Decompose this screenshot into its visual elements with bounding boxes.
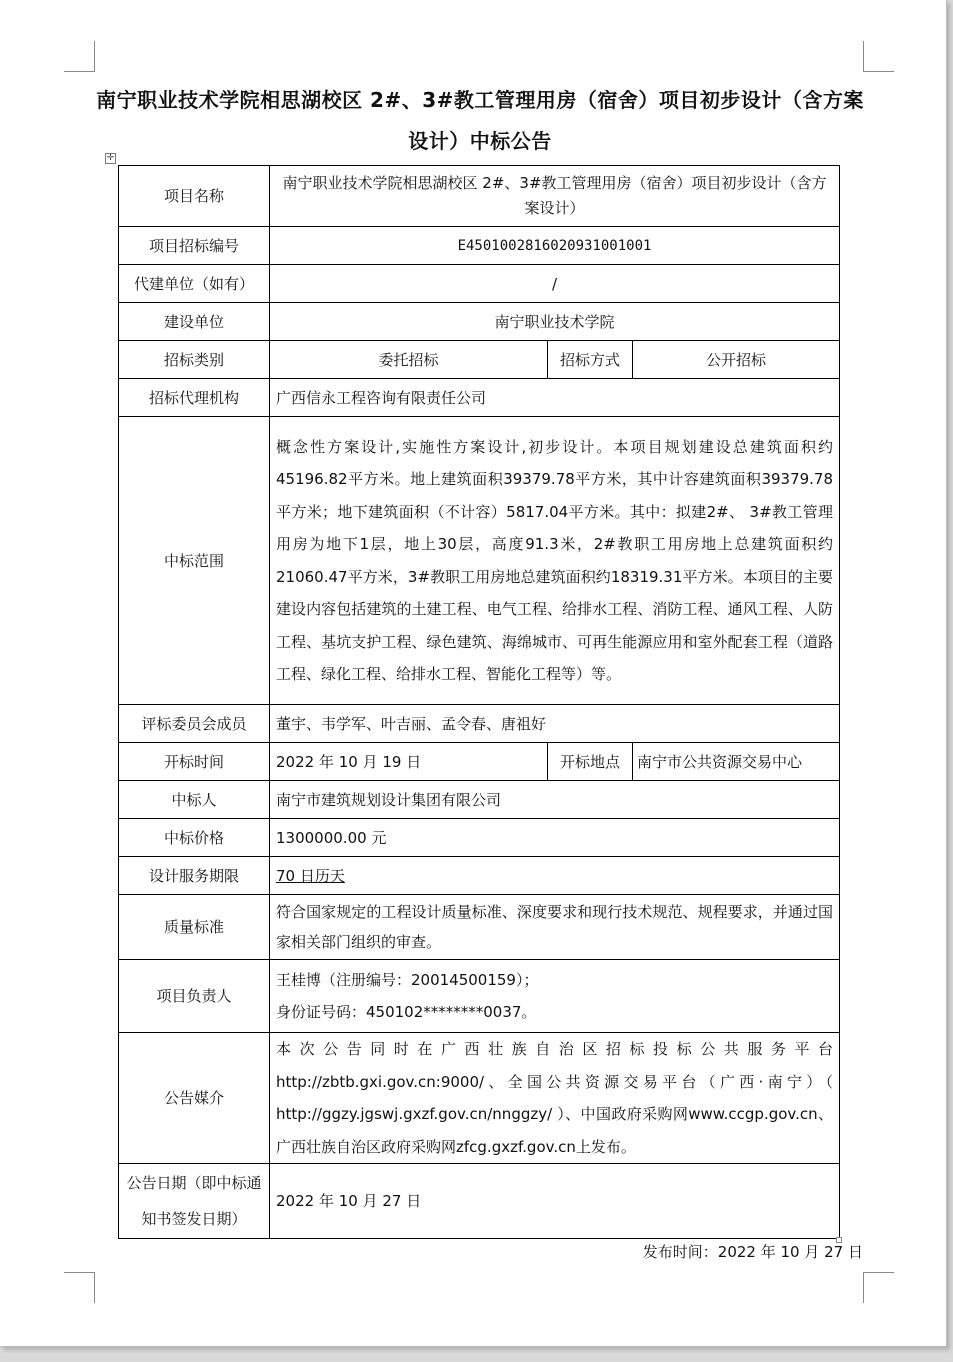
label-notice-date-line2: 知书签发日期）: [141, 1210, 247, 1228]
value-project-name: 南宁职业技术学院相思湖校区 2#、3#教工管理用房（宿舍）项目初步设计（含方案设计）: [270, 166, 840, 227]
label-manager: 项目负责人: [119, 960, 270, 1033]
table-row: [119, 227, 840, 265]
label-scope: 中标范围: [119, 417, 270, 705]
table-row: [119, 819, 840, 857]
crop-mark-top-left: [64, 41, 95, 72]
table-row: [119, 743, 840, 781]
label-project-name: 项目名称: [119, 166, 270, 227]
label-notice-date-line1: 公告日期（即中标通: [126, 1174, 262, 1192]
label-media: 公告媒介: [119, 1033, 270, 1164]
value-manager-name: 王桂博（注册编号：20014500159）；: [276, 971, 539, 989]
table-row: [119, 895, 840, 960]
crop-mark-top-right: [863, 41, 894, 72]
label-tender-agency: 招标代理机构: [119, 379, 270, 417]
value-winner: 南宁市建筑规划设计集团有限公司: [270, 781, 840, 819]
value-quality: 符合国家规定的工程设计质量标准、深度要求和现行技术规范、规程要求，并通过国家相关部门组织的审查。: [270, 895, 840, 960]
table-row: [119, 781, 840, 819]
document-title: 南宁职业技术学院相思湖校区 2#、3#教工管理用房（宿舍）项目初步设计（含方案设计）中标公告: [96, 88, 864, 153]
value-media: 本次公告同时在广西壮族自治区招标投标公共服务平台http://zbtb.gxi.gov.cn:9000/、全国公共资源交易平台（广西·南宁）（ http://ggzy.jgswj.gxzf.gov.cn/nnggzy/ ）、中国政府采购网www.ccgp.gov.cn、广西壮族自治区政府采购网zfcg.gxzf.gov.cn上发布。: [270, 1033, 840, 1164]
label-tender-method: 招标方式: [548, 341, 633, 379]
table-row: [119, 417, 840, 705]
value-scope: 概念性方案设计,实施性方案设计,初步设计。本项目规划建设总建筑面积约45196.82平方米。地上建筑面积39379.78平方米，其中计容建筑面积39379.78平方米；地下建筑面积（不计容）5817.04平方米。其中：拟建2#、 3#教工管理用房为地下1层，地上30层，高度91.3米，2#教职工用房地上总建筑面积约21060.47平方米，3#教职工用房地总建筑面积约18319.31平方米。本项目的主要建设内容包括建筑的土建工程、电气工程、给排水工程、消防工程、通风工程、人防工程、基坑支护工程、绿色建筑、海绵城市、可再生能源应用和室外配套工程（道路工程、绿化工程、给排水工程、智能化工程等）等。: [270, 417, 840, 705]
value-tender-agency: 广西信永工程咨询有限责任公司: [270, 379, 840, 417]
value-tender-type: 委托招标: [270, 341, 548, 379]
move-cross-icon[interactable]: ✛: [106, 153, 115, 163]
table-row: [119, 960, 840, 1033]
label-tender-type: 招标类别: [119, 341, 270, 379]
label-builder: 建设单位: [119, 303, 270, 341]
table-row: [119, 166, 840, 227]
label-price: 中标价格: [119, 819, 270, 857]
label-agent-unit: 代建单位（如有）: [119, 265, 270, 303]
value-price: 1300000.00 元: [270, 819, 840, 857]
label-tender-no: 项目招标编号: [119, 227, 270, 265]
value-notice-date: 2022 年 10 月 27 日: [270, 1164, 840, 1239]
table-row: [119, 341, 840, 379]
table-row: [119, 705, 840, 743]
crop-mark-bottom-left: [64, 1272, 95, 1303]
value-tender-method: 公开招标: [633, 341, 840, 379]
label-period: 设计服务期限: [119, 857, 270, 895]
value-open-place: 南宁市公共资源交易中心: [633, 743, 840, 781]
value-builder: 南宁职业技术学院: [270, 303, 840, 341]
label-open-time: 开标时间: [119, 743, 270, 781]
table-row: [119, 379, 840, 417]
announcement-table: [118, 165, 840, 1239]
table-row: [119, 265, 840, 303]
table-row: [119, 1164, 840, 1239]
value-period: 70 日历天: [276, 866, 345, 885]
crop-mark-bottom-right: [863, 1272, 894, 1303]
label-quality: 质量标准: [119, 895, 270, 960]
table-row: [119, 857, 840, 895]
value-manager-id: 身份证号码：450102********0037。: [276, 1003, 537, 1021]
value-committee: 董宇、韦学军、叶吉丽、孟令春、唐祖好: [270, 705, 840, 743]
table-row: [119, 303, 840, 341]
table-row: [119, 1033, 840, 1164]
label-committee: 评标委员会成员: [119, 705, 270, 743]
label-open-place: 开标地点: [548, 743, 633, 781]
value-agent-unit: /: [270, 265, 840, 303]
value-open-time: 2022 年 10 月 19 日: [270, 743, 548, 781]
label-winner: 中标人: [119, 781, 270, 819]
publish-time: 发布时间：2022 年 10 月 27 日: [642, 1243, 863, 1261]
value-tender-no: E4501002816020931001001: [270, 227, 840, 265]
